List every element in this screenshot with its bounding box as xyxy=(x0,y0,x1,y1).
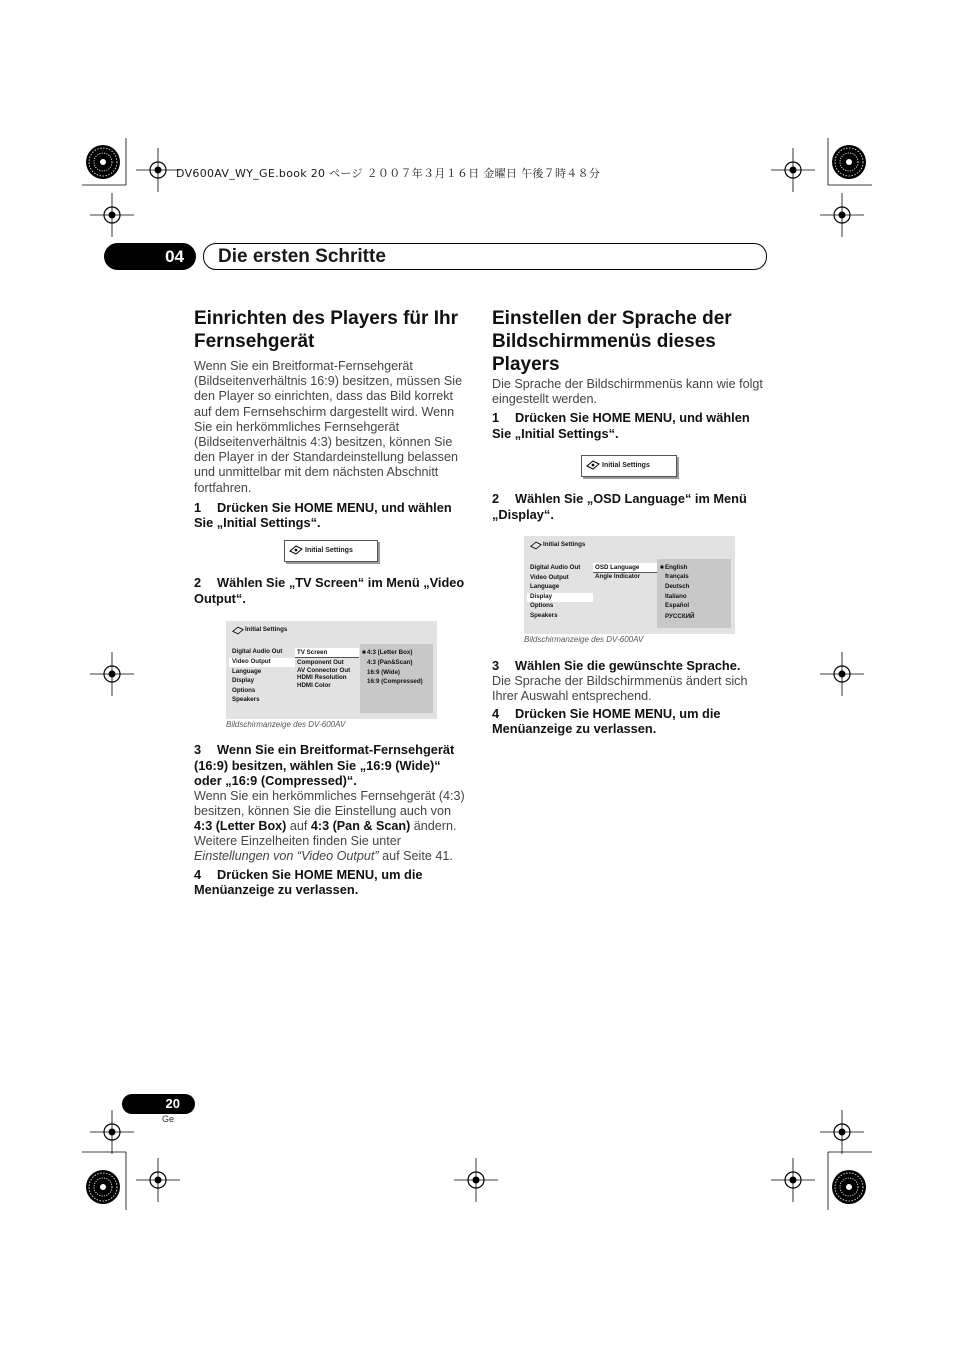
osd-option: Deutsch xyxy=(665,583,690,590)
page-number: 20 xyxy=(122,1094,195,1114)
osd-option: English xyxy=(665,564,688,571)
osd-screen-video-output xyxy=(226,621,437,719)
left-heading: Einrichten des Players für Ihr Fernsehgerät xyxy=(194,308,458,352)
body-text: auf xyxy=(286,818,311,833)
osd-selected-marker-icon: ■ xyxy=(362,649,366,656)
right-step-2 xyxy=(492,491,767,522)
left-step-2-block xyxy=(194,575,469,606)
step-number: 4 xyxy=(492,705,500,721)
left-step-1 xyxy=(194,500,469,531)
osd-menu-item: Language xyxy=(530,583,560,590)
osd-option: 16:9 (Compressed) xyxy=(367,678,423,685)
initial-settings-button-right xyxy=(581,455,677,477)
body-text: Wenn Sie ein herkömmliches Fernsehgerät (4:3) besitzen, können Sie die Einstellung auch von xyxy=(194,788,465,818)
osd-menu-item: Display xyxy=(232,677,255,684)
osd-menu-item: Options xyxy=(232,687,256,694)
right-heading: Einstellen der Sprache der Bildschirmmenüs dieses Players xyxy=(492,308,732,375)
left-step-2 xyxy=(194,575,469,606)
osd-submenu-item: HDMI Resolution xyxy=(297,674,347,681)
print-slug-line: DV600AV_WY_GE.book 20 ページ ２００７年３月１６日 金曜日 午後７時４８分 xyxy=(176,167,601,180)
initial-settings-button-left xyxy=(284,540,378,562)
left-intro: Wenn Sie ein Breitformat-Fernsehgerät (Bildseitenverhältnis 16:9) besitzen, müssen Sie den Player so einrichten, dass das Bild korrekt auf dem Fernsehschirm dargestellt wird. Wenn Sie ein herkömmliches Fernsehgerät (Bildseitenverhältnis 4:3) besitzen, können Sie den Player in der Standardeinstellung belassen und unmittelbar mit dem nächsten Abschnitt fortfahren. xyxy=(194,359,463,495)
osd-submenu-item: TV Screen xyxy=(297,649,328,656)
right-column xyxy=(492,307,767,441)
disc-settings-icon xyxy=(289,545,303,555)
osd-submenu-item: Angle Indicator xyxy=(595,573,641,580)
osd-menu-item: Display xyxy=(530,593,553,600)
left-step-3 xyxy=(194,742,469,789)
body-text: ändern. Weitere Einzelheiten finden Sie unter xyxy=(194,818,457,849)
osd-caption-right: Bildschirmanzeige des DV-600AV xyxy=(524,635,644,644)
body-text: auf Seite 41. xyxy=(378,849,453,864)
osd-option: РУССКИЙ xyxy=(665,613,695,620)
left-step-3-body xyxy=(194,789,469,865)
chapter-number-badge: 04 xyxy=(104,243,196,270)
right-lower-block xyxy=(492,658,767,737)
menu-button-label: Initial Settings xyxy=(305,547,353,554)
osd-selected-marker-icon: ■ xyxy=(660,564,664,571)
osd-menu-item: Video Output xyxy=(232,658,271,665)
step-number: 1 xyxy=(492,410,500,426)
osd-option: Español xyxy=(665,602,690,609)
step-text: Drücken Sie HOME MENU, und wählen Sie „Initial Settings“. xyxy=(492,410,750,441)
right-step-1 xyxy=(492,410,767,441)
osd-submenu-item: OSD Language xyxy=(595,564,640,571)
chapter-title: Die ersten Schritte xyxy=(218,246,386,267)
osd-menu-item: Digital Audio Out xyxy=(232,648,283,655)
osd-screen-display-language xyxy=(524,536,735,634)
right-step-3 xyxy=(492,658,767,674)
disc-settings-icon xyxy=(586,460,600,470)
osd-menu-item: Digital Audio Out xyxy=(530,564,581,571)
left-step-4 xyxy=(194,867,469,898)
right-step-2-block xyxy=(492,491,767,522)
left-column xyxy=(194,307,469,531)
step-text: Wählen Sie die gewünschte Sprache. xyxy=(515,658,741,673)
osd-caption-left: Bildschirmanzeige des DV-600AV xyxy=(226,720,346,729)
osd-option: 4:3 (Pan&Scan) xyxy=(367,659,413,666)
osd-menu-item: Speakers xyxy=(530,612,558,619)
osd-submenu-item: HDMI Color xyxy=(297,682,331,689)
osd-option: 16:9 (Wide) xyxy=(367,669,400,676)
language-code: Ge xyxy=(162,1114,175,1124)
osd-menu-item: Video Output xyxy=(530,574,569,581)
setting-name: 4:3 (Pan & Scan) xyxy=(310,818,411,833)
osd-menu-item: Options xyxy=(530,602,554,609)
step-number: 3 xyxy=(492,658,500,673)
step-number: 2 xyxy=(492,491,500,506)
osd-option: français xyxy=(665,573,689,580)
osd-menu-item: Language xyxy=(232,668,262,675)
osd-option: Italiano xyxy=(665,593,687,600)
left-lower-block xyxy=(194,742,469,898)
step-number: 4 xyxy=(194,866,202,882)
step-text: Wenn Sie ein Breitformat-Fernsehgerät (16:9) besitzen, wählen Sie „16:9 (Wide)“ oder „16:9 (Compressed)“. xyxy=(194,742,455,788)
disc-settings-icon xyxy=(232,626,244,635)
step-number: 1 xyxy=(194,499,202,515)
step-number: 2 xyxy=(194,575,202,590)
cross-reference: Einstellungen von “Video Output” xyxy=(194,849,379,864)
right-step-3-body: Die Sprache der Bildschirmmenüs ändert sich Ihrer Auswahl entsprechend. xyxy=(492,673,748,703)
osd-title: Initial Settings xyxy=(543,541,586,548)
setting-name: 4:3 (Letter Box) xyxy=(194,818,287,833)
osd-menu-item: Speakers xyxy=(232,696,260,703)
step-text: Wählen Sie „OSD Language“ im Menü „Display“. xyxy=(492,491,747,522)
osd-submenu-item: AV Connector Out xyxy=(297,667,351,674)
osd-option: 4:3 (Letter Box) xyxy=(367,649,413,656)
step-text: Wählen Sie „TV Screen“ im Menü „Video Output“. xyxy=(194,575,465,606)
osd-title: Initial Settings xyxy=(245,626,288,633)
right-step-4 xyxy=(492,706,767,737)
step-text: Drücken Sie HOME MENU, um die Menüanzeige zu verlassen. xyxy=(492,705,721,737)
step-number: 3 xyxy=(194,742,202,757)
menu-button-label: Initial Settings xyxy=(602,462,650,469)
osd-submenu-item: Component Out xyxy=(297,659,344,666)
step-text: Drücken Sie HOME MENU, und wählen Sie „Initial Settings“. xyxy=(194,499,452,531)
right-intro: Die Sprache der Bildschirmmenüs kann wie folgt eingestellt werden. xyxy=(492,377,763,407)
disc-settings-icon xyxy=(530,541,542,550)
step-text: Drücken Sie HOME MENU, um die Menüanzeige zu verlassen. xyxy=(194,866,423,898)
